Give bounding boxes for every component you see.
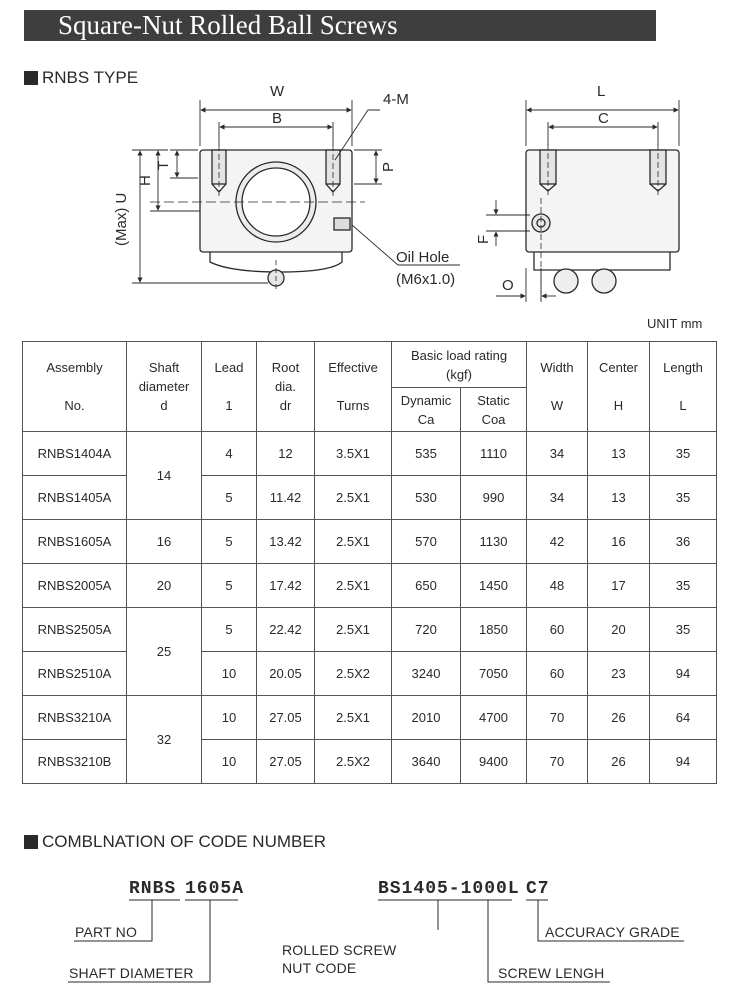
label-shaft-diameter: SHAFT DIAMETER (69, 965, 194, 981)
code-part-rnbs: RNBS (129, 879, 177, 899)
label-accuracy-grade: ACCURACY GRADE (545, 924, 680, 940)
shaft-cell: 16 (127, 520, 202, 564)
front-view (150, 145, 365, 292)
label-o: O (502, 277, 514, 294)
table-row: RNBS2505A 25 5 22.42 2.5X1 720 1850 60 20 35 (23, 608, 717, 652)
table-row: RNBS2005A 20 5 17.42 2.5X1 650 1450 48 17 35 (23, 564, 717, 608)
label-f: F (475, 234, 492, 244)
table-row: RNBS3210B 10 27.05 2.5X2 3640 9400 70 26 94 (23, 740, 717, 784)
label-w: W (270, 83, 285, 100)
label-t: T (155, 160, 172, 170)
technical-drawing (0, 70, 731, 310)
shaft-cell: 32 (127, 696, 202, 784)
page-title: Square-Nut Rolled Ball Screws (24, 10, 656, 41)
shaft-cell: 20 (127, 564, 202, 608)
label-u: (Max) U (113, 192, 130, 246)
section-heading-text: RNBS TYPE (42, 68, 139, 87)
table-row: RNBS3210A 32 10 27.05 2.5X1 2010 4700 70 26 64 (23, 696, 717, 740)
header-static: Static Coa (461, 388, 527, 432)
label-h: H (137, 175, 154, 186)
label-l: L (597, 83, 606, 100)
header-lead: Lead 1 (202, 342, 257, 432)
header-basic-load: Basic load rating (kgf) (392, 342, 527, 388)
label-screw-length: SCREW LENGH (498, 965, 605, 981)
header-root: Root dia. dr (257, 342, 315, 432)
table-row: RNBS1405A 5 11.42 2.5X1 530 990 34 13 35 (23, 476, 717, 520)
header-length: Length L (650, 342, 717, 432)
label-rolled-screw: ROLLED SCREW (282, 942, 397, 958)
code-part-bs: BS1405-1000L (378, 879, 520, 899)
spec-table (22, 341, 717, 784)
code-part-c7: C7 (526, 879, 550, 899)
label-nut-code: NUT CODE (282, 960, 357, 976)
header-assembly: Assembly No. (23, 342, 127, 432)
label-p: P (380, 161, 397, 172)
shaft-cell: 25 (127, 608, 202, 696)
label-oil-thread: (M6x1.0) (396, 271, 456, 288)
label-part-no: PART NO (75, 924, 138, 940)
unit-label: UNIT mm (647, 316, 703, 331)
table-row: RNBS1605A 16 5 13.42 2.5X1 570 1130 42 16 36 (23, 520, 717, 564)
code-part-1605a: 1605A (185, 879, 245, 899)
label-4m: 4-M (383, 91, 409, 108)
header-shaft: Shaft diameter d (127, 342, 202, 432)
table-row: RNBS2510A 10 20.05 2.5X2 3240 7050 60 23 94 (23, 652, 717, 696)
oil-hole (334, 218, 350, 230)
section-heading-code (24, 832, 326, 852)
header-width: Width W (527, 342, 588, 432)
square-bullet-icon (24, 835, 38, 849)
shaft-cell: 14 (127, 432, 202, 520)
header-effective: Effective Turns (315, 342, 392, 432)
section-heading-text: COMBLNATION OF CODE NUMBER (42, 832, 326, 851)
label-oil-hole: Oil Hole (396, 249, 450, 266)
label-b: B (272, 110, 283, 127)
label-c: C (598, 110, 609, 127)
table-row: RNBS1404A 14 4 12 3.5X1 535 1110 34 13 35 (23, 432, 717, 476)
side-view (526, 144, 679, 300)
header-dynamic: Dynamic Ca (392, 388, 461, 432)
header-center: Center H (588, 342, 650, 432)
